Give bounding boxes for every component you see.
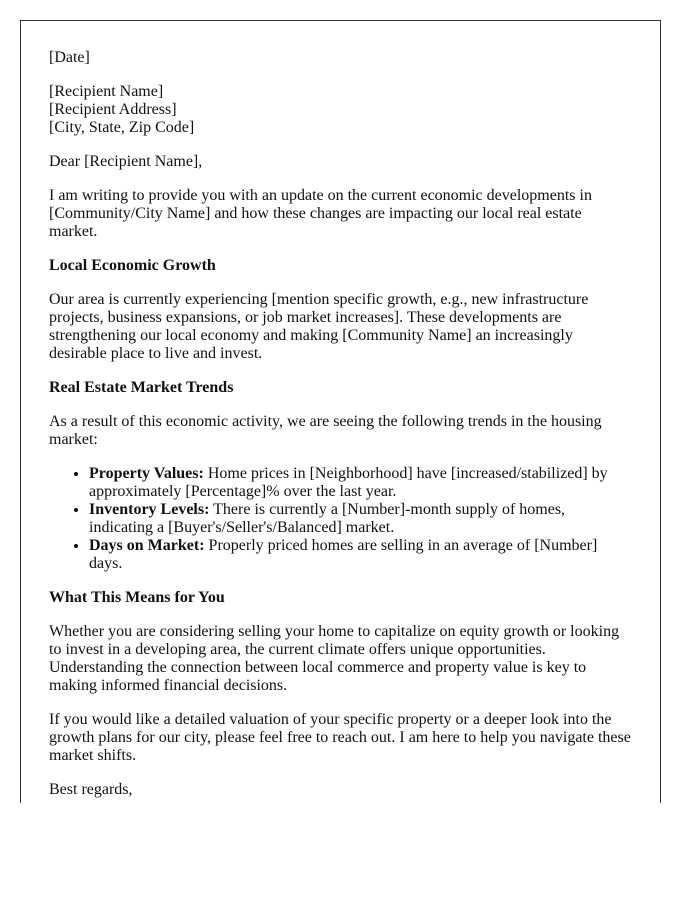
section-body: As a result of this economic activity, we are seeing the following trends in the housing market: xyxy=(49,413,602,448)
section-heading: Real Estate Market Trends xyxy=(49,379,234,396)
recipient-name: [Recipient Name] xyxy=(49,83,164,100)
list-item-text: Properly priced homes are selling in an average of [Number] days. xyxy=(89,537,598,572)
section-body: Our area is currently experiencing [mention specific growth, e.g., new infrastructure projects, business expansions, or job market increases]. These developments are strengthening our local economy and making [Community Name] an increasingly desirable place to live and invest. xyxy=(49,291,589,362)
section-body: Whether you are considering selling your home to capitalize on equity growth or looking to invest in a developing area, the current climate offers unique opportunities. Understanding the connection between local commerce and property value is key to making informed financial decisions. xyxy=(49,623,620,694)
closing-paragraph: If you would like a detailed valuation of your specific property or a deeper look into the growth plans for our city, please feel free to reach out. I am here to help you navigate these market shifts. xyxy=(49,711,631,764)
letter xyxy=(20,20,661,803)
list-item-label: Property Values: xyxy=(89,465,204,482)
recipient-address: [Recipient Address] xyxy=(49,101,177,118)
intro-paragraph: I am writing to provide you with an update on the current economic developments in [Community/City Name] and how these changes are impacting our local real estate market. xyxy=(49,187,592,240)
section-heading: Local Economic Growth xyxy=(49,257,216,274)
list-item xyxy=(89,537,632,573)
date: [Date] xyxy=(49,49,90,66)
list-item-label: Days on Market: xyxy=(89,537,205,554)
signoff: Best regards, xyxy=(49,781,133,798)
recipient-city: [City, State, Zip Code] xyxy=(49,119,195,136)
list-item-text: Home prices in [Neighborhood] have [increased/stabilized] by approximately [Percentage]% over the last year. xyxy=(89,465,608,500)
list-item-label: Inventory Levels: xyxy=(89,501,210,518)
section-heading: What This Means for You xyxy=(49,589,225,606)
list-item xyxy=(89,501,632,537)
recipient-block xyxy=(49,83,632,137)
trends-list xyxy=(49,465,632,573)
list-item-text: There is currently a [Number]-month supply of homes, indicating a [Buyer's/Seller's/Balanced] market. xyxy=(89,501,566,536)
list-item xyxy=(89,465,632,501)
salutation: Dear [Recipient Name], xyxy=(49,153,203,170)
